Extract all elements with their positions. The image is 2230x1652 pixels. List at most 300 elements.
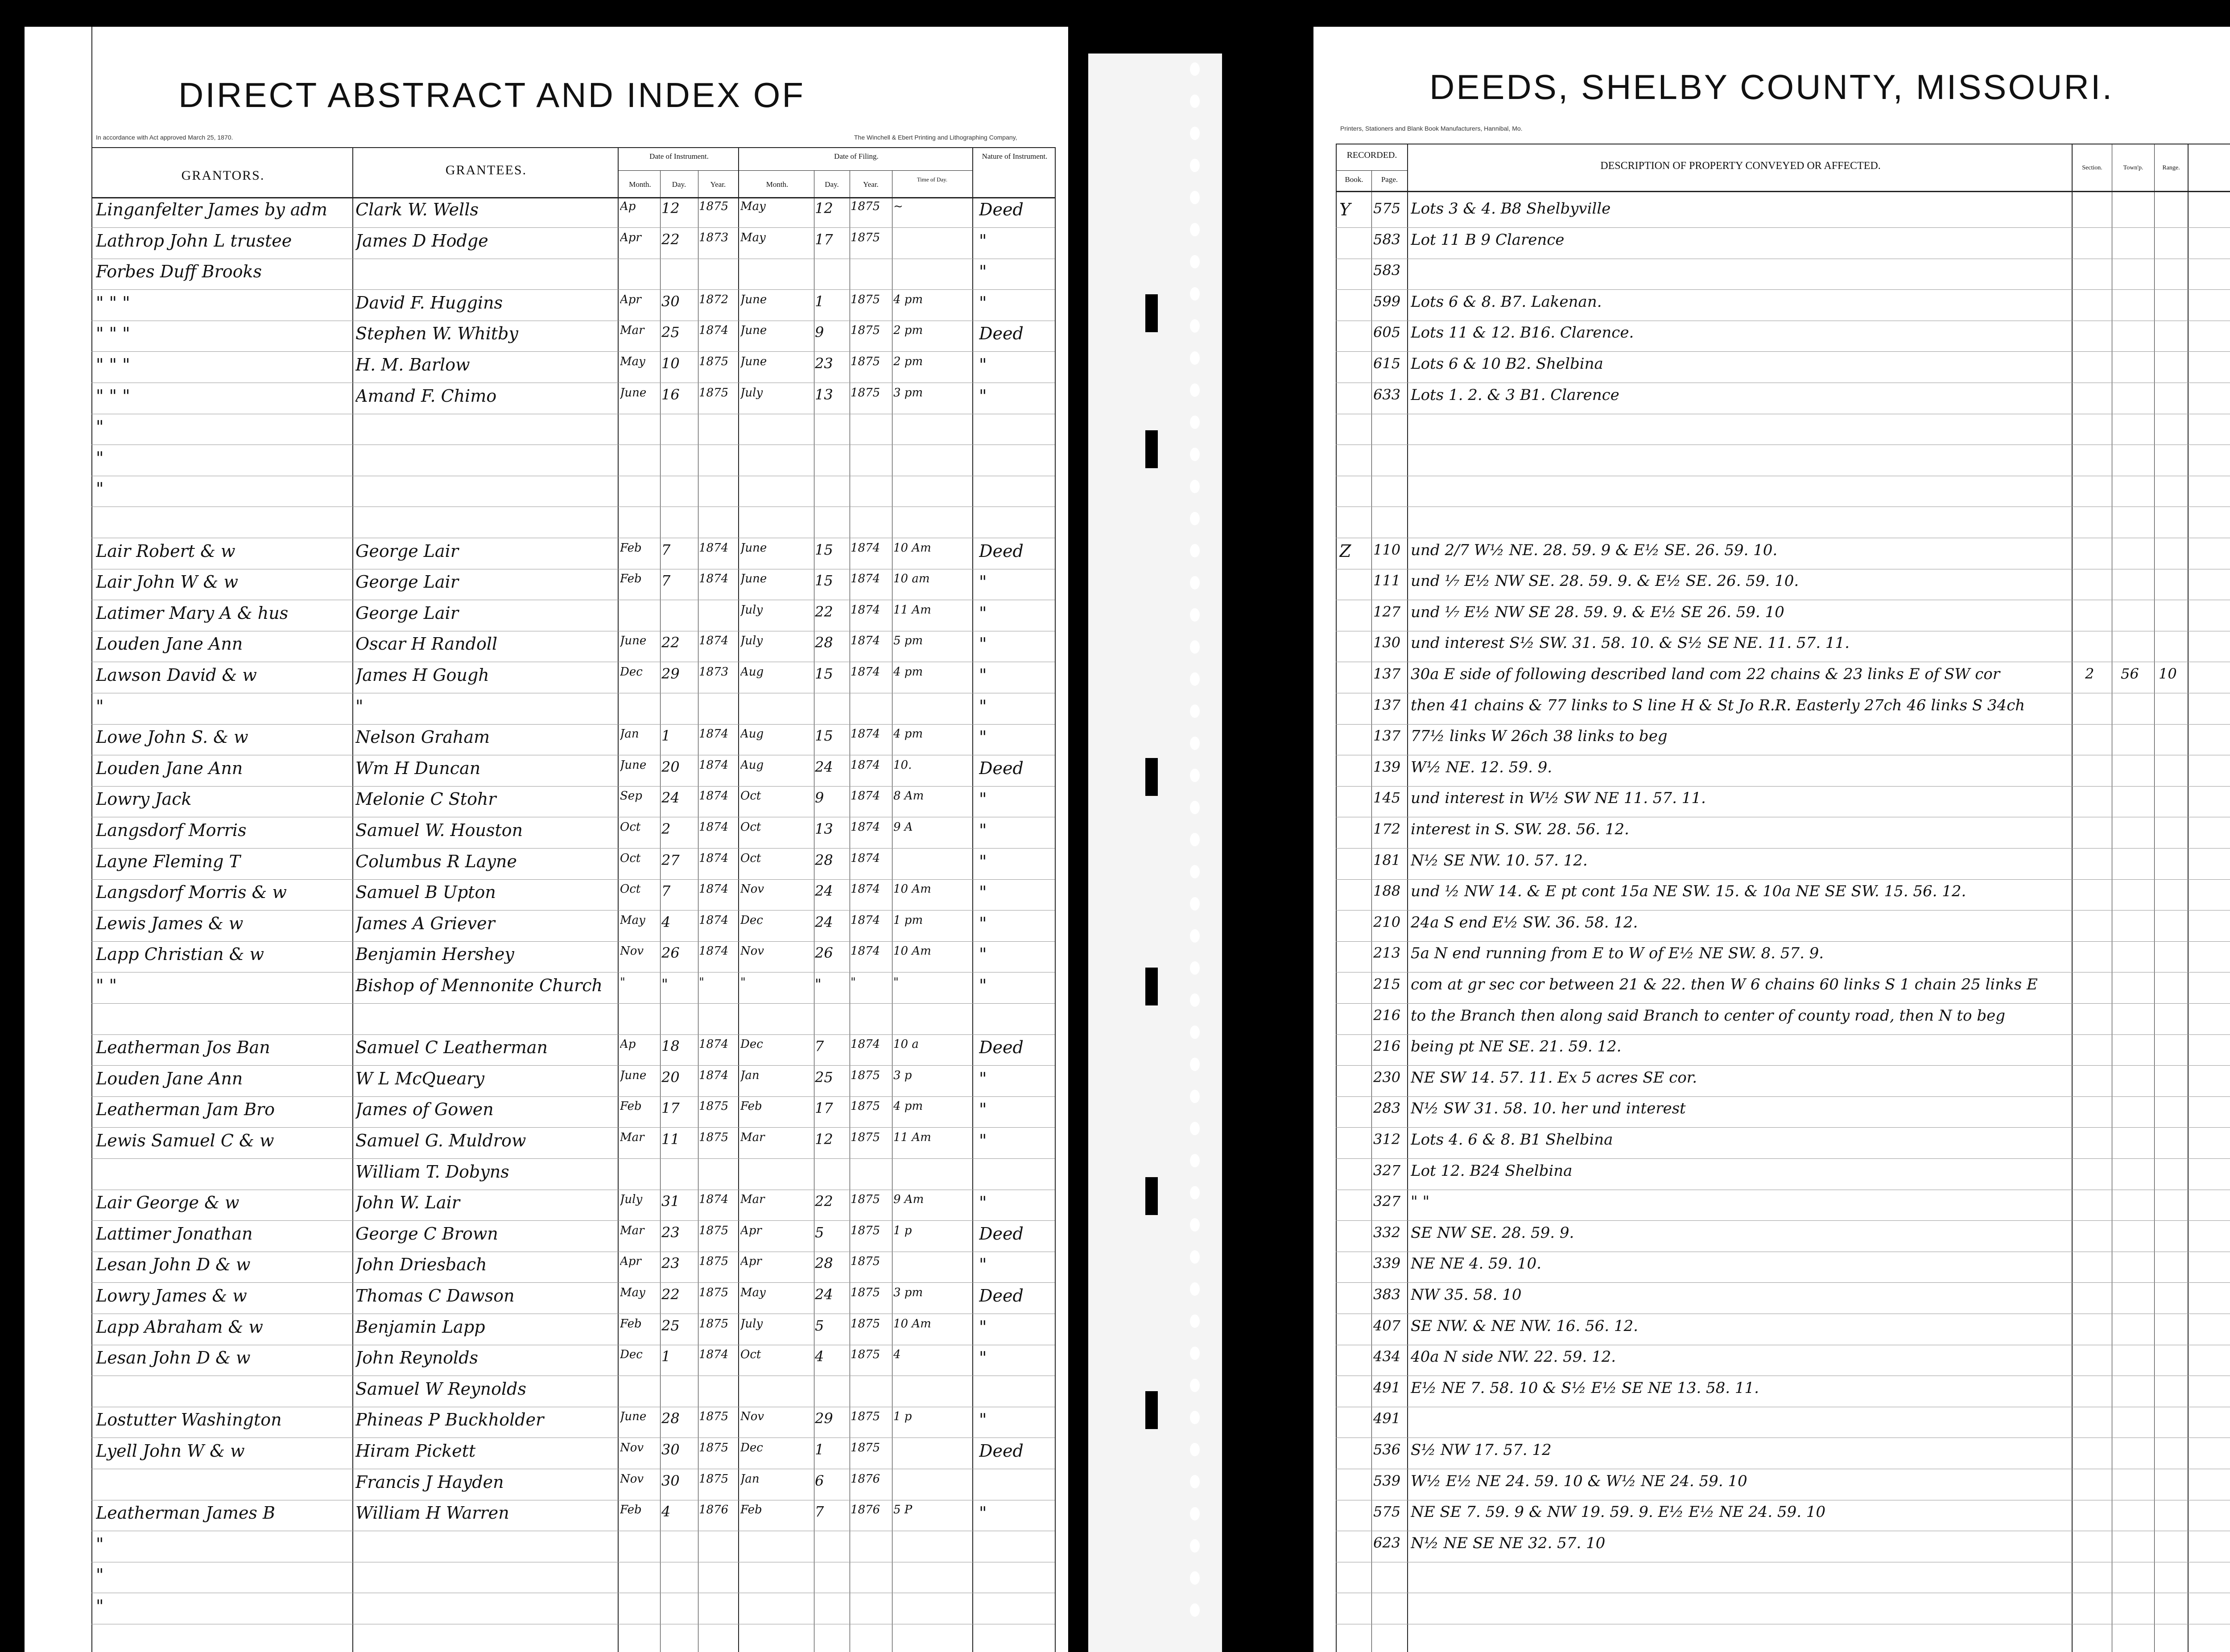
right-cell-page: 327 [1373, 1162, 1401, 1179]
perforation [1190, 833, 1200, 846]
left-cell-nature: " [979, 665, 987, 685]
left-cell-fm: Aug [740, 665, 764, 679]
left-cell-time: 5 P [893, 1503, 913, 1517]
recorded-header: RECORDED. [1346, 150, 1397, 160]
right-cell-desc: being pt NE SE. 21. 59. 12. [1411, 1038, 1622, 1056]
right-cell-page: 213 [1373, 944, 1401, 962]
right-cell-page: 605 [1373, 324, 1401, 341]
left-cell-fm: Dec [740, 1038, 763, 1051]
perforation [1190, 287, 1200, 301]
left-cell-im: Apr [620, 1255, 641, 1269]
left-cell-fy: 1874 [851, 727, 880, 741]
left-cell-fy: 1874 [851, 944, 880, 958]
right-cell-desc: und ⅐ E½ NW SE 28. 59. 9. & E½ SE 26. 59. 10 [1411, 603, 1784, 621]
left-cell-im: Dec [620, 665, 643, 679]
perforation [1190, 191, 1200, 204]
left-cell-fy: 1876 [851, 1472, 880, 1486]
left-cell-fm: July [740, 603, 763, 617]
left-cell-im: May [620, 355, 645, 368]
left-cell-fy: " [851, 976, 856, 989]
left-cell-id: 22 [661, 231, 680, 248]
left-cell-fd: " [815, 976, 822, 993]
left-cell-grantor: Lawson David & w [96, 665, 257, 685]
inst-day-header: Day. [672, 180, 686, 189]
left-cell-time: 1 p [893, 1224, 912, 1237]
left-cell-grantor: Louden Jane Ann [96, 758, 243, 778]
left-cell-id: 20 [661, 758, 680, 775]
left-cell-fd: 24 [815, 882, 833, 900]
left-cell-grantor: Lesan John D & w [96, 1348, 251, 1368]
right-cell-desc: N½ NE SE NE 32. 57. 10 [1411, 1534, 1606, 1552]
left-cell-fd: 13 [815, 386, 833, 403]
right-ledger-page [1313, 27, 2230, 1652]
left-cell-fy: 1875 [851, 231, 880, 244]
left-cell-im: May [620, 1286, 645, 1299]
left-cell-grantee: Columbus R Layne [355, 851, 517, 871]
left-cell-time: " [893, 976, 899, 989]
left-cell-time: 11 Am [893, 603, 931, 617]
right-cell-page: 407 [1373, 1317, 1401, 1334]
right-cell-desc: 30a E side of following described land com 22 chains & 23 links E of SW cor [1411, 665, 2000, 683]
left-cell-fy: 1875 [851, 292, 880, 306]
left-cell-id: 23 [661, 1255, 680, 1272]
right-cell-page: 215 [1373, 976, 1401, 993]
left-cell-time: 4 pm [893, 1100, 923, 1113]
perforation [1190, 1122, 1200, 1135]
left-cell-grantor: Lewis James & w [96, 913, 244, 933]
left-cell-fd: 1 [815, 1441, 824, 1458]
left-cell-fm: Oct [740, 789, 761, 803]
perforation [1190, 1347, 1200, 1360]
left-cell-fm: July [740, 386, 763, 400]
left-cell-im: Feb [620, 1317, 642, 1331]
left-cell-time: 2 pm [893, 324, 923, 338]
right-cell-desc: NE NE 4. 59. 10. [1411, 1255, 1541, 1273]
left-cell-iy: 1875 [699, 1410, 729, 1424]
left-cell-grantor: Lair John W & w [96, 572, 238, 592]
right-cell-page: 536 [1373, 1441, 1401, 1458]
left-cell-fm: Oct [740, 820, 761, 834]
binder-hole [1145, 758, 1158, 796]
left-cell-fy: 1875 [851, 1286, 880, 1299]
left-cell-fy: 1874 [851, 541, 880, 555]
left-cell-nature: " [979, 292, 987, 313]
left-cell-im: Apr [620, 231, 641, 244]
left-cell-nature: " [979, 789, 987, 809]
left-cell-grantor: Leatherman Jos Ban [96, 1038, 270, 1058]
perforation [1190, 1026, 1200, 1039]
left-cell-fd: 22 [815, 1193, 833, 1210]
left-cell-grantee: H. M. Barlow [355, 355, 470, 375]
left-cell-grantor: " " " [96, 324, 130, 344]
left-cell-nature: " [979, 1193, 987, 1213]
right-cell-desc: S½ NW 17. 57. 12 [1411, 1441, 1552, 1459]
left-cell-grantor: " [96, 1565, 104, 1585]
left-cell-fy: 1874 [851, 789, 880, 803]
left-cell-grantee: Samuel G. Muldrow [355, 1131, 526, 1150]
left-cell-grantor: Leatherman Jam Bro [96, 1100, 275, 1120]
left-cell-time: 10 a [893, 1038, 919, 1051]
left-cell-im: Ap [620, 200, 636, 213]
left-cell-time: 1 pm [893, 913, 923, 927]
act-note: In accordance with Act approved March 25, 1870. [96, 134, 233, 141]
left-cell-iy: 1874 [699, 789, 729, 803]
left-cell-fy: 1874 [851, 634, 880, 648]
right-cell-page: 491 [1373, 1379, 1401, 1396]
left-cell-iy: 1875 [699, 1286, 729, 1299]
left-cell-fm: Jan [740, 1068, 760, 1082]
perforation [1190, 319, 1200, 333]
right-cell-page: 633 [1373, 386, 1401, 403]
left-cell-id: 22 [661, 634, 680, 651]
left-cell-nature: Deed [979, 758, 1024, 778]
left-cell-grantee: Phineas P Buckholder [355, 1410, 544, 1430]
left-cell-fd: 15 [815, 572, 833, 589]
left-cell-iy: 1874 [699, 572, 729, 586]
left-cell-fd: 24 [815, 913, 833, 931]
left-cell-fm: Mar [740, 1193, 765, 1207]
left-cell-fy: 1874 [851, 882, 880, 896]
left-cell-nature: " [979, 603, 987, 623]
perforation [1190, 159, 1200, 172]
perforation [1190, 801, 1200, 814]
left-cell-id: 30 [661, 1441, 680, 1458]
left-cell-im: June [620, 1068, 647, 1082]
left-cell-fy: 1876 [851, 1503, 880, 1517]
township-header: Town'p. [2123, 165, 2143, 171]
perforation [1190, 255, 1200, 268]
left-cell-iy: 1875 [699, 386, 729, 400]
left-cell-im: Feb [620, 1100, 642, 1113]
right-cell-page: 434 [1373, 1348, 1401, 1365]
left-cell-im: Oct [620, 882, 641, 896]
left-cell-grantee: John Reynolds [355, 1348, 479, 1368]
right-cell-book: Y [1339, 200, 1351, 219]
right-cell-desc: NE SE 7. 59. 9 & NW 19. 59. 9. E½ E½ NE 24. 59. 10 [1411, 1503, 1826, 1521]
left-cell-time: 10. [893, 758, 912, 772]
left-cell-nature: " [979, 696, 987, 716]
right-cell-desc: then 41 chains & 77 links to S line H & St Jo R.R. Easterly 27ch 46 links S 34ch [1411, 696, 2025, 714]
left-cell-id: 18 [661, 1038, 680, 1055]
left-cell-grantor: Leatherman James B [96, 1503, 275, 1523]
left-cell-fy: 1875 [851, 1255, 880, 1269]
perforation [1190, 416, 1200, 429]
left-cell-id: " [661, 976, 668, 993]
perforation [1190, 1443, 1200, 1456]
left-cell-time: 3 pm [893, 386, 923, 400]
left-cell-grantee: William H Warren [355, 1503, 509, 1523]
right-cell-desc: W½ E½ NE 24. 59. 10 & W½ NE 24. 59. 10 [1411, 1472, 1747, 1490]
left-cell-grantee: James H Gough [355, 665, 489, 685]
left-cell-iy: 1872 [699, 292, 729, 306]
date-instrument-header: Date of Instrument. [649, 152, 709, 161]
left-cell-fd: 9 [815, 324, 824, 341]
left-cell-time: 4 pm [893, 292, 923, 306]
perforation [1190, 1507, 1200, 1520]
left-cell-id: 16 [661, 386, 680, 403]
left-cell-im: Mar [620, 324, 644, 338]
left-cell-grantor: Latimer Mary A & hus [96, 603, 289, 623]
left-cell-fy: 1875 [851, 200, 880, 213]
right-cell-desc: N½ SE NW. 10. 57. 12. [1411, 851, 1588, 869]
left-cell-fy: 1874 [851, 820, 880, 834]
left-cell-fy: 1875 [851, 1068, 880, 1082]
left-cell-time: 4 pm [893, 727, 923, 741]
left-cell-im: June [620, 386, 647, 400]
perforation [1190, 512, 1200, 525]
left-cell-grantee: " [355, 696, 363, 716]
left-cell-time: 10 Am [893, 541, 931, 555]
right-cell-page: 137 [1373, 665, 1401, 682]
right-cell-desc: Lots 4. 6 & 8. B1 Shelbina [1411, 1131, 1613, 1149]
left-cell-fm: June [740, 572, 767, 586]
left-cell-nature: " [979, 976, 987, 995]
right-cell-page: 216 [1373, 1038, 1401, 1055]
left-cell-iy: 1875 [699, 355, 729, 368]
grantors-header: GRANTORS. [181, 168, 265, 183]
left-cell-nature: " [979, 634, 987, 654]
left-cell-grantee: James of Gowen [355, 1100, 494, 1120]
left-cell-iy: 1875 [699, 1255, 729, 1269]
left-cell-grantor: Lathrop John L trustee [96, 231, 292, 251]
left-cell-iy: 1875 [699, 1224, 729, 1237]
left-cell-im: Feb [620, 541, 642, 555]
left-cell-grantor: Lyell John W & w [96, 1441, 245, 1461]
left-cell-iy: 1874 [699, 913, 729, 927]
perforation [1190, 1218, 1200, 1232]
left-cell-fd: 28 [815, 1255, 833, 1272]
perforation [1190, 1411, 1200, 1424]
left-cell-iy: 1873 [699, 231, 729, 244]
left-cell-grantor: " " " [96, 292, 130, 313]
left-cell-grantor: Langsdorf Morris & w [96, 882, 287, 902]
left-cell-nature: Deed [979, 541, 1024, 561]
left-cell-id: 22 [661, 1286, 680, 1303]
left-cell-fd: 5 [815, 1224, 824, 1241]
left-cell-grantor: Lowry James & w [96, 1286, 247, 1306]
left-cell-im: July [620, 1193, 643, 1207]
left-cell-grantee: Amand F. Chimo [355, 386, 497, 406]
left-cell-iy: 1874 [699, 727, 729, 741]
right-cell-desc: und 2/7 W½ NE. 28. 59. 9 & E½ SE. 26. 59. 10. [1411, 541, 1778, 559]
right-cell-desc: Lots 6 & 8. B7. Lakenan. [1411, 292, 1602, 311]
left-cell-fm: July [740, 634, 763, 648]
left-cell-fm: May [740, 1286, 766, 1299]
left-cell-iy: 1874 [699, 1193, 729, 1207]
right-cell-page: 139 [1373, 758, 1401, 775]
perforation [1190, 1603, 1200, 1617]
left-cell-nature: " [979, 1255, 987, 1275]
left-cell-iy: 1875 [699, 1317, 729, 1331]
left-cell-id: 28 [661, 1410, 680, 1427]
left-cell-id: 30 [661, 292, 680, 310]
left-cell-im: Oct [620, 851, 641, 865]
perforation [1190, 576, 1200, 589]
right-cell-page: 111 [1373, 572, 1401, 589]
file-day-header: Day. [825, 180, 839, 189]
left-cell-grantor: Forbes Duff Brooks [96, 262, 262, 282]
binder-hole [1145, 968, 1158, 1005]
left-cell-fd: 15 [815, 665, 833, 682]
left-cell-grantor: Lapp Christian & w [96, 944, 264, 964]
left-cell-grantee: Clark W. Wells [355, 200, 479, 219]
left-cell-fd: 26 [815, 944, 833, 962]
left-cell-id: 12 [661, 200, 680, 217]
left-ledger-page [25, 27, 1068, 1652]
left-cell-fy: 1874 [851, 758, 880, 772]
left-cell-grantee: George Lair [355, 572, 458, 592]
section-header: Section. [2082, 165, 2102, 171]
left-cell-grantee: Nelson Graham [355, 727, 490, 747]
left-cell-im: June [620, 758, 647, 772]
date-filing-header: Date of Filing. [834, 152, 879, 161]
left-cell-grantor: Layne Fleming T [96, 851, 240, 871]
perforation [1190, 1058, 1200, 1071]
perforation [1190, 961, 1200, 975]
perforation [1190, 1154, 1200, 1167]
binder-hole [1145, 1391, 1158, 1429]
left-cell-fd: 1 [815, 292, 824, 310]
left-cell-time: 3 p [893, 1068, 912, 1082]
left-cell-im: Sep [620, 789, 642, 803]
right-cell-page: 283 [1373, 1100, 1401, 1117]
left-cell-nature: " [979, 386, 987, 406]
left-cell-grantor: Lair George & w [96, 1193, 240, 1213]
binder-hole [1145, 430, 1158, 468]
left-cell-fd: 4 [815, 1348, 824, 1365]
left-cell-fy: 1875 [851, 1193, 880, 1207]
left-cell-im: Apr [620, 292, 641, 306]
left-cell-id: 25 [661, 1317, 680, 1334]
right-cell-page: 137 [1373, 727, 1401, 745]
left-cell-nature: " [979, 1068, 987, 1088]
right-cell-desc: " " [1411, 1193, 1430, 1211]
left-cell-fy: 1875 [851, 1317, 880, 1331]
description-header: DESCRIPTION OF PROPERTY CONVEYED OR AFFECTED. [1600, 160, 1881, 172]
left-cell-im: Nov [620, 1472, 644, 1486]
left-cell-grantee: Stephen W. Whitby [355, 324, 518, 344]
left-cell-grantee: Benjamin Hershey [355, 944, 514, 964]
right-cell-desc: N½ SW 31. 58. 10. her und interest [1411, 1100, 1686, 1118]
right-cell-book: Z [1339, 541, 1351, 561]
left-cell-grantor: Lair Robert & w [96, 541, 235, 561]
left-cell-id: 1 [661, 1348, 671, 1365]
binder-hole [1145, 1177, 1158, 1215]
left-cell-im: June [620, 1410, 647, 1424]
left-cell-im: Oct [620, 820, 641, 834]
left-cell-fy: 1875 [851, 1348, 880, 1362]
left-cell-iy: 1874 [699, 851, 729, 865]
left-cell-grantee: George Lair [355, 541, 458, 561]
right-cell-page: 383 [1373, 1286, 1401, 1303]
left-cell-fd: 15 [815, 727, 833, 745]
left-cell-id: 25 [661, 324, 680, 341]
left-cell-fm: June [740, 324, 767, 338]
left-cell-fy: 1875 [851, 1224, 880, 1237]
left-cell-time: 10 Am [893, 1317, 931, 1331]
left-cell-grantee: Thomas C Dawson [355, 1286, 515, 1306]
left-cell-nature: " [979, 1503, 987, 1523]
left-cell-fy: 1875 [851, 1100, 880, 1113]
left-cell-id: 7 [661, 541, 671, 558]
left-cell-time: 11 Am [893, 1131, 931, 1144]
perforation [1190, 1250, 1200, 1264]
left-cell-fy: 1875 [851, 386, 880, 400]
right-cell-desc: 5a N end running from E to W of E½ NE SW. 8. 57. 9. [1411, 944, 1824, 963]
perforation [1190, 1282, 1200, 1296]
left-cell-fm: Nov [740, 1410, 764, 1424]
left-cell-grantee: Oscar H Randoll [355, 634, 498, 654]
page-header: Page. [1381, 175, 1398, 184]
left-cell-iy: 1874 [699, 758, 729, 772]
right-cell-sec: 2 [2085, 665, 2094, 682]
left-cell-id: 7 [661, 882, 671, 900]
left-cell-id: 7 [661, 572, 671, 589]
left-cell-id: 31 [661, 1193, 680, 1210]
left-cell-time: 10 Am [893, 882, 931, 896]
left-cell-fd: 23 [815, 355, 833, 372]
left-cell-nature: Deed [979, 1224, 1024, 1244]
right-cell-desc: 24a S end E½ SW. 36. 58. 12. [1411, 913, 1638, 931]
left-cell-fd: 7 [815, 1503, 824, 1520]
left-cell-grantor: " [96, 417, 104, 437]
left-cell-grantor: " " [96, 976, 117, 995]
inst-month-header: Month. [629, 180, 651, 189]
left-cell-iy: 1874 [699, 882, 729, 896]
left-cell-id: 10 [661, 355, 680, 372]
left-cell-iy: 1874 [699, 1068, 729, 1082]
right-cell-desc: SE NW. & NE NW. 16. 56. 12. [1411, 1317, 1638, 1335]
left-cell-time: 5 pm [893, 634, 923, 648]
left-cell-grantor: Langsdorf Morris [96, 820, 247, 840]
left-cell-grantor: Lowry Jack [96, 789, 192, 809]
right-cell-page: 172 [1373, 820, 1401, 837]
left-cell-im: Feb [620, 1503, 642, 1517]
left-cell-nature: " [979, 1348, 987, 1368]
left-cell-im: Mar [620, 1224, 644, 1237]
right-page-title: DEEDS, SHELBY COUNTY, MISSOURI. [1429, 67, 2114, 107]
right-cell-desc: to the Branch then along said Branch to center of county road, then N to beg [1411, 1006, 2005, 1025]
left-cell-grantee: James D Hodge [355, 231, 488, 251]
left-cell-grantee: Benjamin Lapp [355, 1317, 485, 1337]
left-cell-iy: 1874 [699, 1038, 729, 1051]
left-cell-nature: Deed [979, 1038, 1024, 1058]
left-cell-grantee: David F. Huggins [355, 292, 503, 313]
right-cell-desc: Lots 11 & 12. B16. Clarence. [1411, 324, 1634, 342]
left-cell-time: 4 [893, 1348, 901, 1362]
left-cell-fd: 17 [815, 231, 833, 248]
left-cell-id: 23 [661, 1224, 680, 1241]
left-cell-iy: 1876 [699, 1503, 729, 1517]
left-cell-fd: 22 [815, 603, 833, 620]
right-cell-page: 110 [1373, 541, 1401, 558]
left-cell-fy: 1875 [851, 1410, 880, 1424]
right-cell-page: 575 [1373, 1503, 1401, 1520]
left-cell-fd: 12 [815, 1131, 833, 1148]
left-cell-grantee: William T. Dobyns [355, 1162, 509, 1182]
right-cell-page: 145 [1373, 789, 1401, 807]
right-cell-desc: E½ NE 7. 58. 10 & S½ E½ SE NE 13. 58. 11. [1411, 1379, 1759, 1397]
perforation [1190, 544, 1200, 557]
right-cell-page: 181 [1373, 851, 1401, 869]
right-cell-desc: und interest S½ SW. 31. 58. 10. & S½ SE NE. 11. 57. 11. [1411, 634, 1850, 652]
right-cell-page: 312 [1373, 1131, 1401, 1148]
left-cell-im: Dec [620, 1348, 643, 1362]
left-cell-im: Feb [620, 572, 642, 586]
left-cell-iy: 1875 [699, 1131, 729, 1144]
left-cell-time: 3 pm [893, 1286, 923, 1299]
left-cell-grantee: Wm H Duncan [355, 758, 481, 778]
